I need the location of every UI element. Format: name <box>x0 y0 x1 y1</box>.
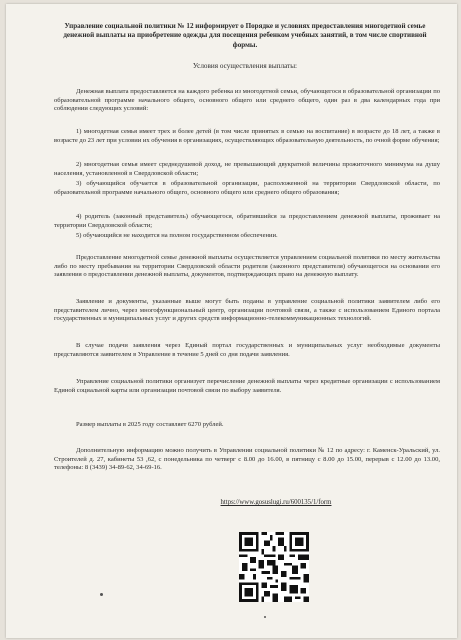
scan-speck <box>100 593 103 596</box>
conditions-heading: Условия осуществления выплаты: <box>192 62 298 70</box>
paragraph-transfer: Управление социальной политики организует перечисление денежной выплаты через кредитные организации с использованием Единой социальной карты или организации почтовой связи по выбору заявителя. <box>54 378 440 394</box>
paragraph-provision: Предоставление многодетной семье денежной выплаты осуществляется управлением социальной политики по месту жительства либо по месту пребывания на территории Свердловской области родителя (законного представителя) обучающегося на основании его заявления о предоставлении денежной выплаты, документов, подтверждающих право на денежную выплату. <box>54 254 440 279</box>
intro-paragraph: Денежная выплата предоставляется на каждого ребенка из многодетной семьи, обучающегося в образовательной организации по образовательной программе начального общего, основного общего или среднего общего, один раз в два календарных года при соблюдении следующих условий: <box>54 88 440 113</box>
condition-1: 1) многодетная семья имеет трех и более детей (в том числе принятых в семью на воспитание) в возрасте до 18 лет, а также в возрасте до 23 лет при условии их обучения в организациях, осуществляющих образовательную деятельность, по очной форме обучения; <box>54 128 440 144</box>
condition-5: 5) обучающийся не находится на полном государственном обеспечении. <box>76 232 278 239</box>
paragraph-amount: Размер выплаты в 2025 году составляет 6270 рублей. <box>76 421 224 428</box>
paragraph-portal: В случае подачи заявления через Единый портал государственных и муниципальных услуг необходимые документы представляются заявителем в Управление в течение 5 дней со дня подачи заявления. <box>54 342 440 358</box>
condition-3: 3) обучающийся обучается в образовательной организации, расположенной на территории Свердловской области, по образовательной программе начального общего, основного общего или среднего общего образования; <box>54 180 440 196</box>
gosuslugi-link[interactable]: https://www.gosuslugi.ru/600135/1/form <box>220 499 332 506</box>
condition-4: 4) родитель (законный представитель) обучающегося, обратившийся за предоставлением денежной выплаты, проживает на территории Свердловской области; <box>54 213 440 229</box>
paragraph-contacts: Дополнительную информацию можно получить в Управлении социальной политики № 12 по адресу: г. Каменск-Уральский, ул. Строителей д. 27, кабинеты 53 ,62, с понедельника по четверг с 8.00 до 16.00, в пятницу с 8.00 до 15.00, перерыв с 12.00 до 13.00, телефоны: 8 (3439) 34-89-62, 34-69-16. <box>54 447 440 472</box>
scan-speck <box>264 616 266 618</box>
condition-2: 2) многодетная семья имеет среднедушевой доход, не превышающий двукратной величины прожиточного минимума на душу населения, установленной в Свердловской области; <box>54 161 440 177</box>
document-title: Управление социальной политики № 12 информирует о Порядке и условиях предоставления многодетной семье денежной выплаты на приобретение одежды для посещения ребенком учебных занятий, в том числе спортивной формы. <box>63 22 427 49</box>
document-page <box>6 4 457 638</box>
qr-code-icon <box>239 532 309 602</box>
paragraph-submission: Заявление и документы, указанные выше могут быть поданы в управление социальной политики заявителем либо его представителем лично, через многофункциональный центр, организации почтовой связи, а также с использованием Единого портала государственных и муниципальных услуг и других средств информационно-телекоммуникационных технологий. <box>54 298 440 323</box>
